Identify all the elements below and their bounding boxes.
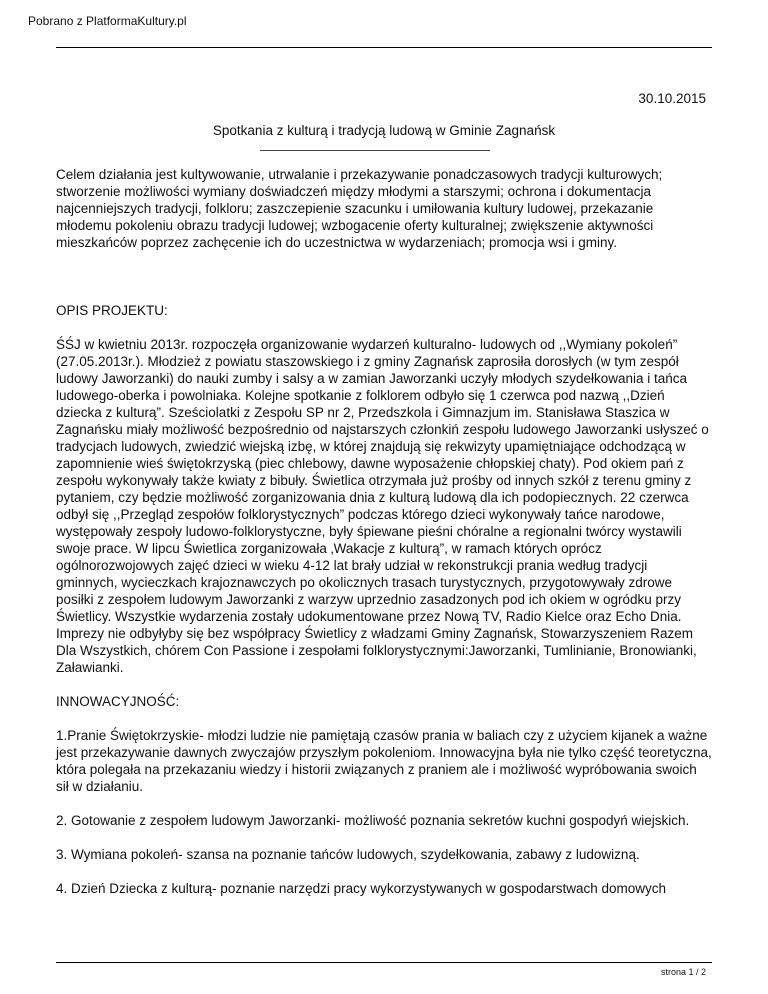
innovation-item: 4. Dzień Dziecka z kulturą- poznanie narzędzi pracy wykorzystywanych w gospodarstwach domowych <box>56 881 667 896</box>
page-number: strona 1 / 2 <box>660 967 706 977</box>
document-title: Spotkania z kulturą i tradycją ludową w Gminie Zagnańsk <box>212 123 556 138</box>
title-underline <box>260 150 490 151</box>
document-body <box>56 166 712 897</box>
footer-divider <box>56 962 712 963</box>
section-heading-project: OPIS PROJEKTU: <box>56 303 168 318</box>
document-date: 30.10.2015 <box>638 91 706 106</box>
header-divider <box>56 47 712 48</box>
innovation-item: 3. Wymiana pokoleń- szansa na poznanie tańców ludowych, szydełkowania, zabawy z ludowizną. <box>56 847 640 862</box>
source-header: Pobrano z PlatformaKultury.pl <box>28 14 187 28</box>
intro-paragraph: Celem działania jest kultywowanie, utrwalanie i przekazywanie ponadczasowych tradycji kulturowych; stworzenie możliwości wymiany doświadczeń między młodymi a starszymi; ochrona i dokumentacja najcenniejszych tradycji, folkloru; zaszczepienie szacunku i umiłowania kultury ludowej, przekazanie młodemu pokoleniu obrazu tradycji ludowej; wzbogacenie oferty kulturalnej; zwiększenie aktywności mieszkańców poprzez zachęcenie ich do uczestnictwa w wydarzeniach; promocja wsi i gminy. <box>56 167 663 250</box>
section-heading-innovation: INNOWACYJNOŚĆ: <box>56 694 180 709</box>
project-description: ŚŚJ w kwietniu 2013r. rozpoczęła organizowanie wydarzeń kulturalno- ludowych od ,,Wymiany pokoleń” (27.05.2013r.). Młodzież z powiatu staszowskiego i z gminy Zagnańsk zaprosiła dorosłych (w tym zespół ludowy Jaworzanki) do nauki zumby i salsy a w zamian Jaworzanki uczyły młodych szydełkowania i tańca ludowego-oberka i powolniaka. Kolejne spotkanie z folklorem odbyło się 1 czerwca pod nazwą ,,Dzień dziecka z kulturą”. Sześciolatki z Zespołu SP nr 2, Przedszkola i Gimnazjum im. Stanisława Staszica w Zagnańsku miały możliwość bezpośrednio od najstarszych członkiń zespołu ludowego Jaworzanki usłyszeć o tradycjach ludowych, zwiedzić wiejską izbę, w której znajdują się rekwizyty upamiętniające odchodzącą w zapomnienie wieś świętokrzyską (piec chlebowy, dawne wyposażenie chłopskiej chaty). Pod okiem pań z zespołu wykonywały także kwiaty z bibuły. Świetlica otrzymała już prośby od innych szkół z terenu gminy z pytaniem, czy będzie możliwość zorganizowania dnia z kulturą ludową dla ich podopiecznych. 22 czerwca odbył się ,,Przegląd zespołów folklorystycznych” podczas którego dzieci wykonywały tańce narodowe, występowały zespoły ludowo-folklorystyczne, były śpiewane pieśni chóralne a regionalni twórcy wystawili swoje prace. W lipcu Świetlica zorganizowała ‚Wakacje z kulturą”, w ramach których oprócz ogólnorozwojowych zajęć dzieci w wieku 4-12 lat brały udział w rekonstrukcji prania według tradycji gminnych, wycieczkach krajoznawczych po okolicznych trasach turystycznych, przygotowywały zdrowe posiłki z zespołem ludowym Jaworzanki z warzyw uprzednio zasadzonych pod ich okiem w ogródku przy Świetlicy. Wszystkie wydarzenia zostały udokumentowane przez Nową TV, Radio Kielce oraz Echo Dnia. Imprezy nie odbyłyby się bez współpracy Świetlicy z władzami Gminy Zagnańsk, Stowarzyszeniem Razem Dla Wszystkich, chórem Con Passione i zespołami folklorystycznymi:Jaworzanki, Tumlinianie, Bronowianki, Załawianki. <box>56 337 709 675</box>
innovation-item: 1.Pranie Świętokrzyskie- młodzi ludzie nie pamiętają czasów prania w baliach czy z użyciem kijanek a ważne jest przekazywanie dawnych zwyczajów przyszłym pokoleniom. Innowacyjna była nie tylko część teoretyczna, która polegała na przekazaniu wiedzy i historii związanych z praniem ale i możliwość wypróbowania swoich sił w działaniu. <box>56 728 712 794</box>
innovation-item: 2. Gotowanie z zespołem ludowym Jaworzanki- możliwość poznania sekretów kuchni gospodyń wiejskich. <box>56 813 690 828</box>
